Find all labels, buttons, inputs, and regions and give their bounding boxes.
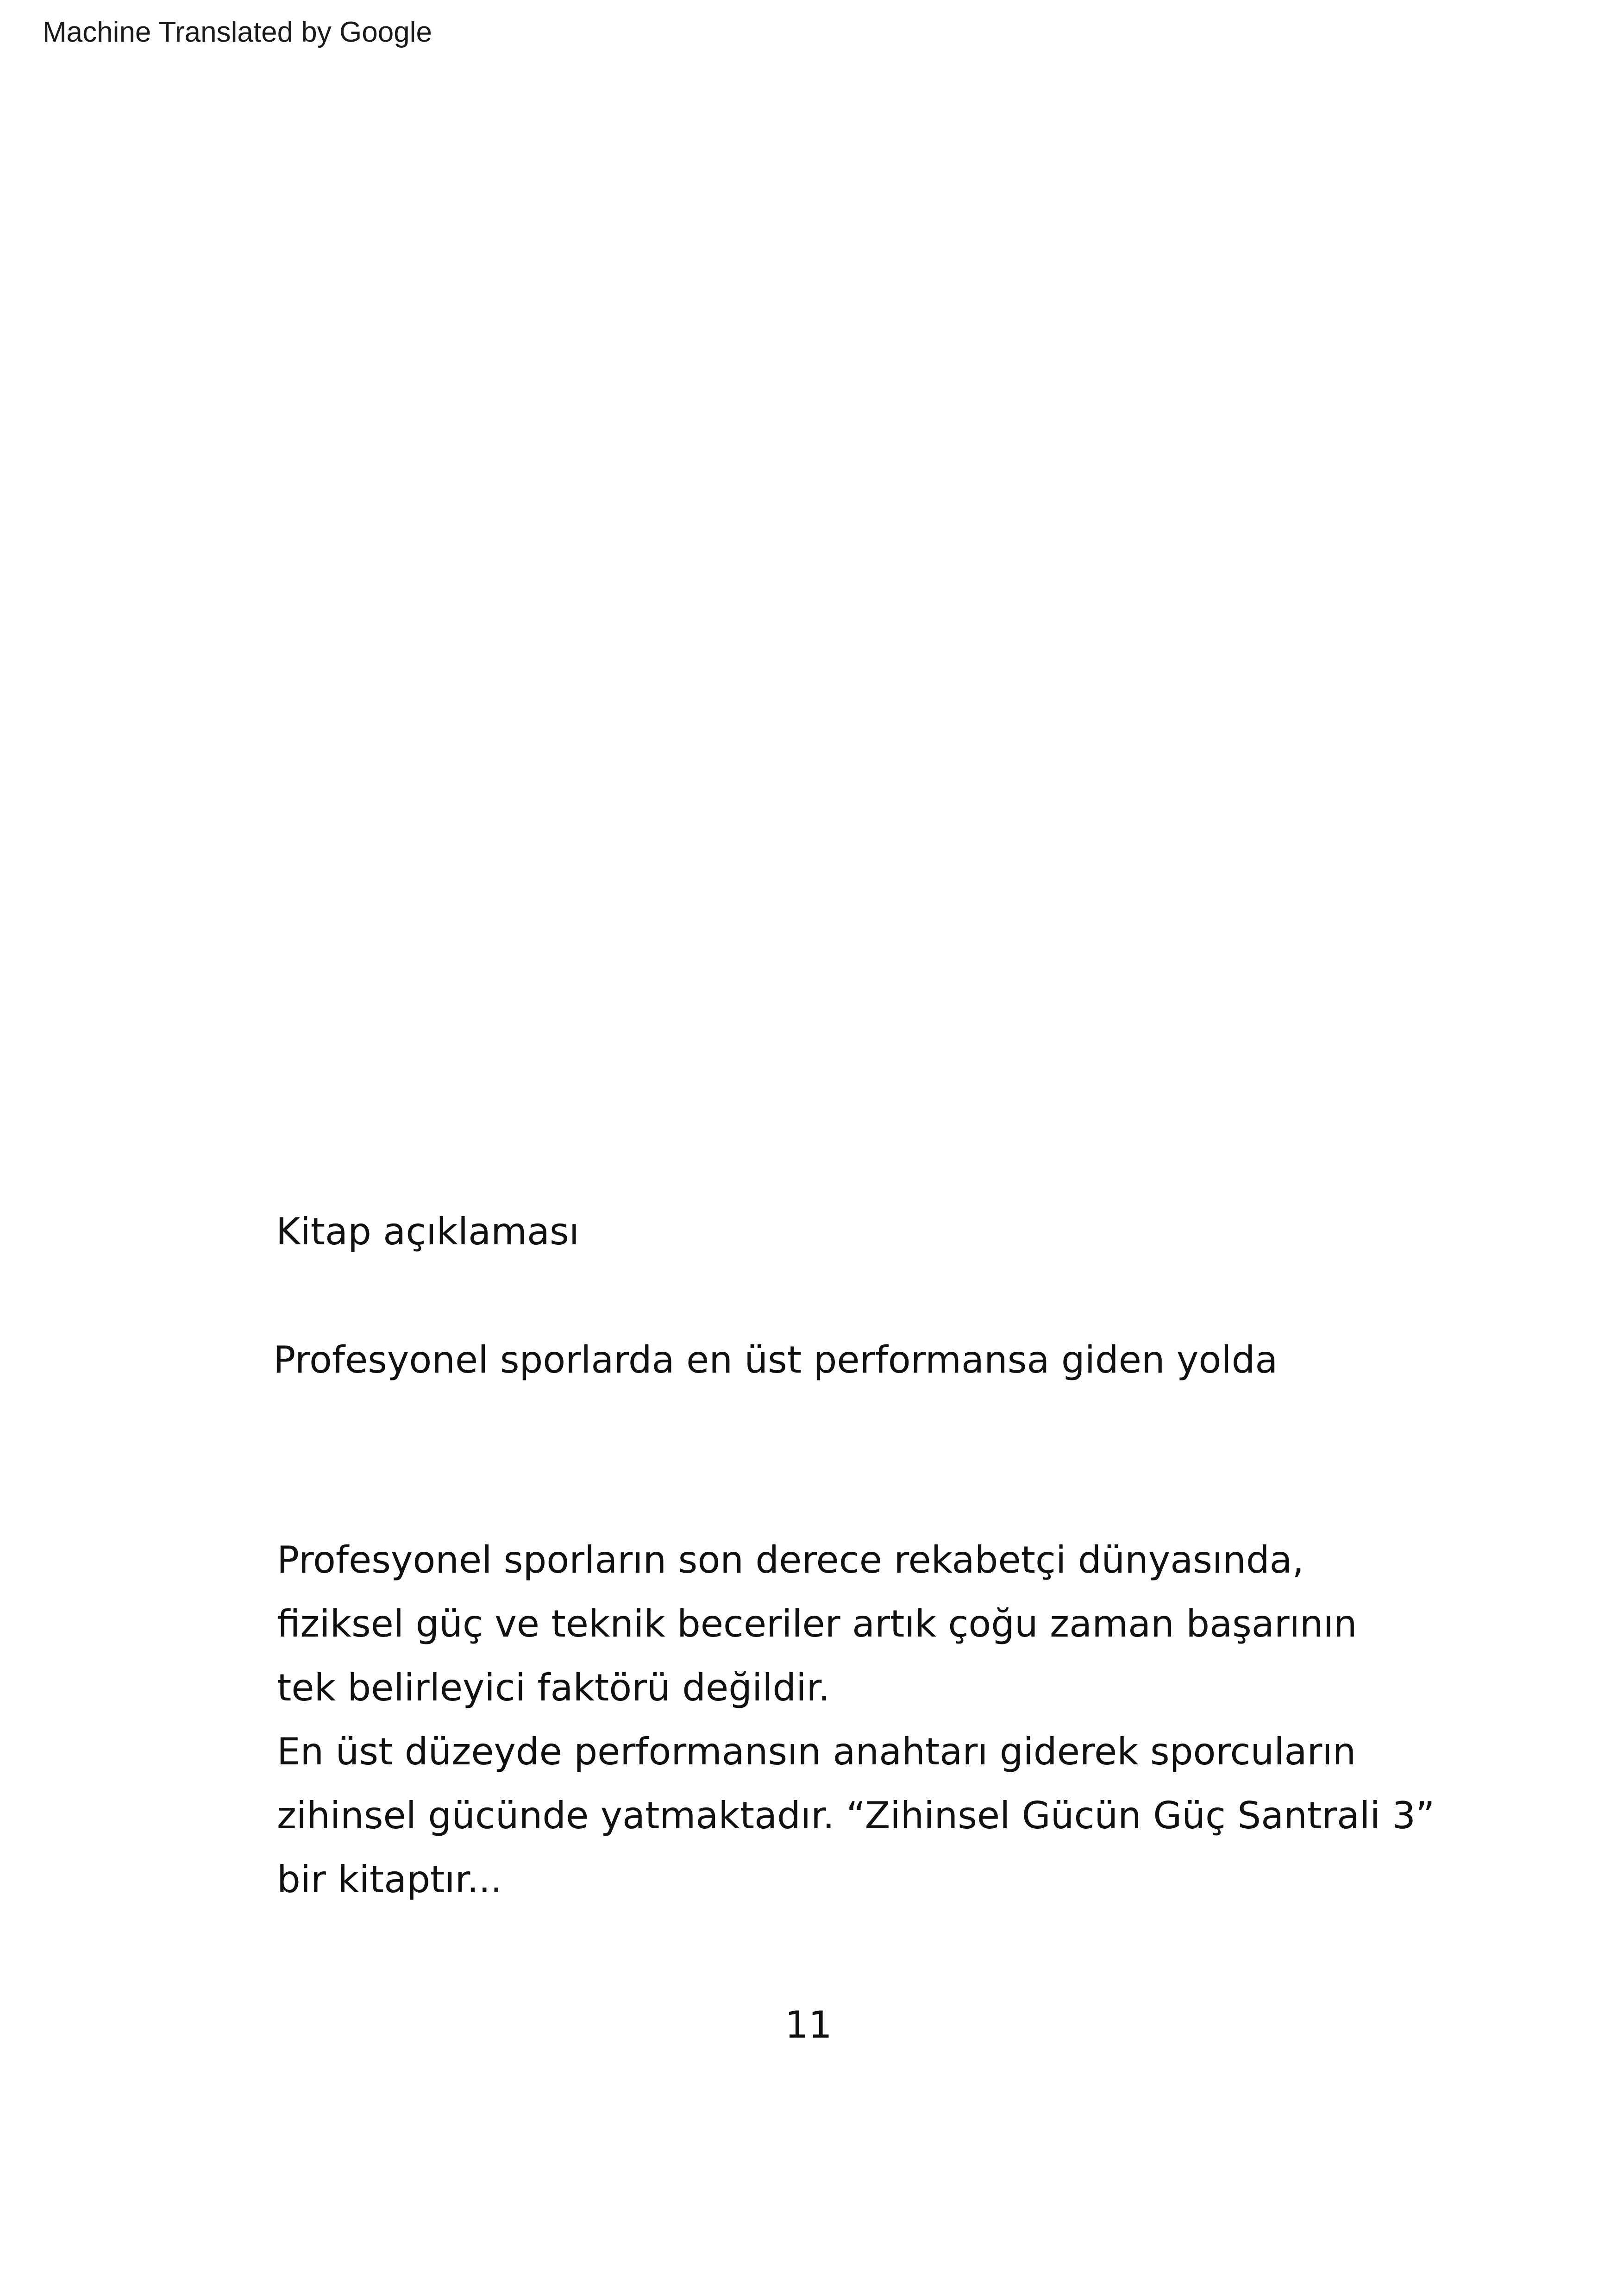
paragraph-line: tek belirleyici faktörü değildir.: [277, 1666, 830, 1709]
paragraph-line: bir kitaptır...: [277, 1858, 502, 1901]
description-paragraph: [277, 1528, 1435, 1912]
page-number: 11: [785, 2003, 832, 2046]
paragraph-line: zihinsel gücünde yatmaktadır. “Zihinsel Gücün Güç Santrali 3”: [277, 1794, 1435, 1837]
paragraph-line: Profesyonel sporların son derece rekabetçi dünyasında,: [277, 1538, 1304, 1581]
section-heading: Kitap açıklaması: [276, 1210, 579, 1253]
machine-translation-watermark: Machine Translated by Google: [43, 16, 432, 48]
paragraph-line: fiziksel güç ve teknik beceriler artık çoğu zaman başarının: [277, 1602, 1357, 1645]
book-subtitle: Profesyonel sporlarda en üst performansa giden yolda: [273, 1338, 1278, 1381]
paragraph-line: En üst düzeyde performansın anahtarı giderek sporcuların: [277, 1730, 1356, 1773]
